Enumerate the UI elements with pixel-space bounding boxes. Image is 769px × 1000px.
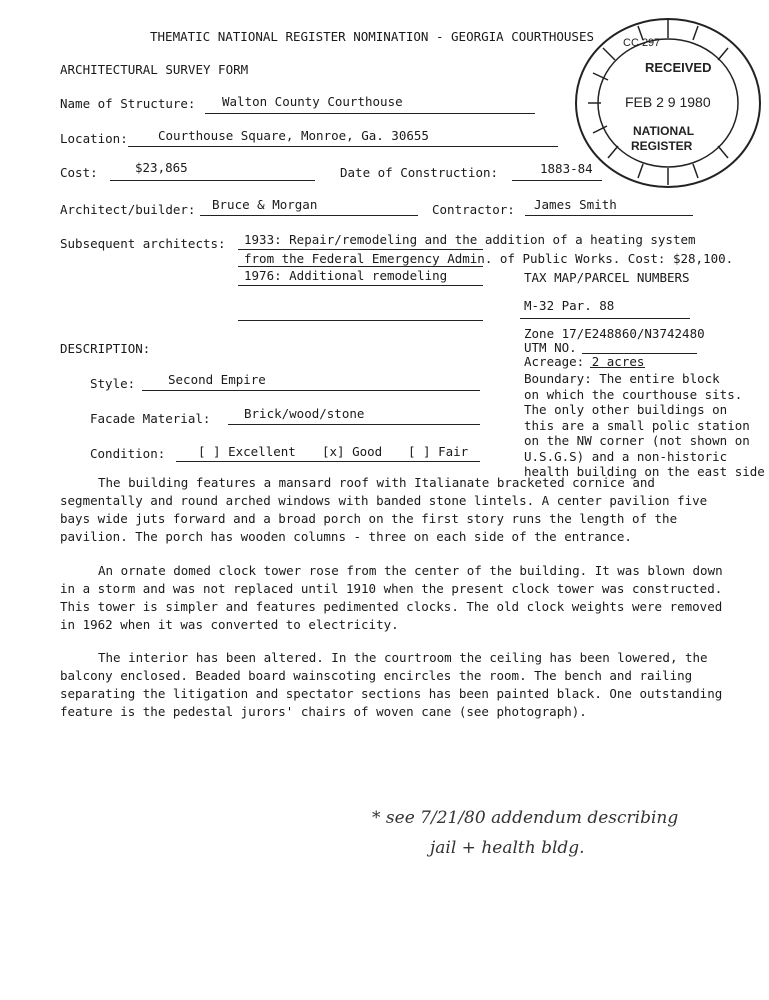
form-name: ARCHITECTURAL SURVEY FORM	[60, 62, 249, 77]
boundary-line: The only other buildings on	[524, 402, 728, 417]
architect-underline	[200, 215, 418, 216]
style-value: Second Empire	[168, 372, 266, 387]
description-heading: DESCRIPTION:	[60, 341, 151, 356]
tax-zone: Zone 17/E248860/N3742480	[524, 326, 705, 341]
handwritten-note-line1: * see 7/21/80 addendum describing	[372, 808, 679, 828]
stamp-date: FEB 2 9 1980	[625, 94, 711, 110]
tax-acreage: Acreage: 2 acres	[524, 354, 645, 369]
name-underline	[205, 113, 535, 114]
style-label: Style:	[90, 376, 136, 391]
contractor-value: James Smith	[534, 197, 617, 212]
condition-fair: [ ] Fair	[408, 444, 469, 459]
subsequent-label: Subsequent architects:	[60, 236, 226, 251]
stamp-received: RECEIVED	[645, 60, 712, 75]
architect-label: Architect/builder:	[60, 202, 196, 217]
paragraph-1: The building features a mansard roof with Italianate bracketed cornice and segmentally and round arched windows with banded stone lintels. A center pavilion five bays wide juts forward and a broad porch on the first story runs the length of the pavilion. The porch has wooden columns - three on each side of the entrance.	[60, 475, 708, 544]
subsequent-underline2	[238, 266, 483, 267]
facade-label: Facade Material:	[90, 411, 211, 426]
cost-underline	[110, 180, 315, 181]
document-title: THEMATIC NATIONAL REGISTER NOMINATION - GEORGIA COURTHOUSES	[150, 29, 595, 44]
location-value: Courthouse Square, Monroe, Ga. 30655	[158, 128, 429, 143]
tax-utm: UTM NO.	[524, 340, 577, 355]
date-underline	[512, 180, 602, 181]
location-label: Location:	[60, 131, 128, 146]
subsequent-line2: from the Federal Emergency Admin. of Public Works. Cost: $28,100.	[244, 251, 734, 266]
boundary-line: Boundary: The entire block	[524, 371, 720, 386]
location-underline	[128, 146, 558, 147]
subsequent-underline1	[238, 249, 483, 250]
contractor-underline	[525, 215, 693, 216]
stamp-line2: REGISTER	[631, 139, 693, 153]
date-label: Date of Construction:	[340, 165, 499, 180]
acreage-underline	[590, 367, 645, 368]
stamp-line1: NATIONAL	[633, 124, 695, 138]
facade-underline	[228, 424, 480, 425]
paragraph-2: An ornate domed clock tower rose from the center of the building. It was blown down in a storm and was not replaced until 1910 when the present clock tower was constructed. This tower is simpler and features pedimented clocks. The old clock weights were removed in 1962 when it was converted to electricity.	[60, 563, 723, 632]
boundary-line: this are a small polic station	[524, 417, 750, 433]
subsequent-line3: 1976: Additional remodeling	[244, 268, 448, 283]
stamp-code: CC 297	[623, 37, 661, 49]
subsequent-underline4	[238, 320, 483, 321]
name-label: Name of Structure:	[60, 96, 196, 111]
tax-parcel: M-32 Par. 88	[524, 298, 615, 313]
contractor-label: Contractor:	[432, 202, 515, 217]
condition-good: [x] Good	[322, 444, 383, 459]
tax-boundary	[524, 371, 765, 480]
style-underline	[142, 390, 480, 391]
boundary-line: U.S.G.S) and a non-historic	[524, 448, 728, 464]
name-value: Walton County Courthouse	[222, 94, 403, 109]
boundary-line: health building on the east side	[524, 464, 765, 479]
subsequent-line1: 1933: Repair/remodeling and the addition of a heating system	[244, 232, 696, 247]
cost-label: Cost:	[60, 165, 98, 180]
architect-value: Bruce & Morgan	[212, 197, 318, 212]
facade-value: Brick/wood/stone	[244, 406, 365, 421]
paragraph-3: The interior has been altered. In the courtroom the ceiling has been lowered, the balcony enclosed. Beaded board wainscoting encircles the room. The bench and railing separating the litigation and spectator sections has been painted black. One outstanding feature is the pedestal jurors' chairs of woven cane (see photograph).	[60, 650, 723, 719]
subsequent-underline3	[238, 285, 483, 286]
handwritten-note-line2: jail + health bldg.	[430, 838, 585, 858]
condition-underline	[176, 461, 480, 462]
condition-excellent: [ ] Excellent	[198, 444, 296, 459]
tax-heading: TAX MAP/PARCEL NUMBERS	[524, 270, 690, 285]
boundary-line: on which the courthouse sits.	[524, 386, 743, 402]
boundary-line: on the NW corner (not shown on	[524, 433, 750, 448]
condition-label: Condition:	[90, 446, 166, 461]
date-value: 1883-84	[540, 161, 593, 176]
cost-value: $23,865	[135, 160, 188, 175]
received-stamp	[563, 8, 768, 193]
tax-underline	[520, 318, 690, 319]
